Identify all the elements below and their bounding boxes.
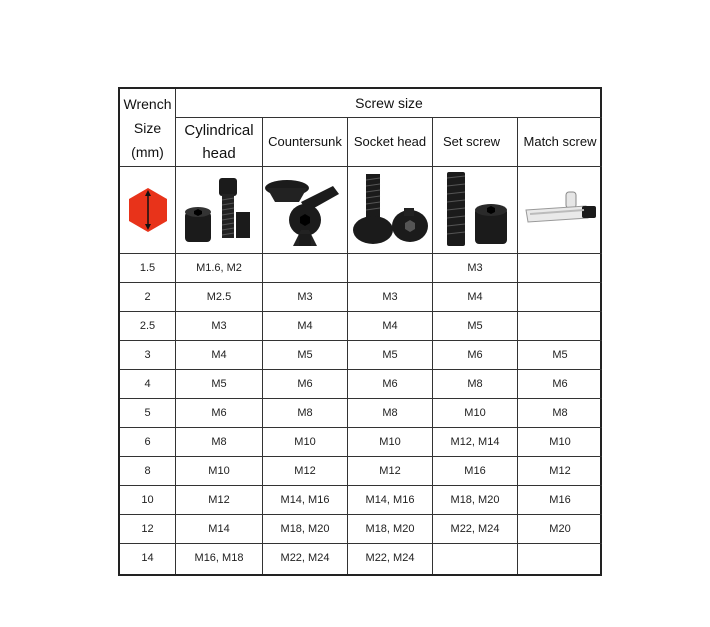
screw-size-cell: M8 xyxy=(552,407,568,419)
screw-size-cell: M8 xyxy=(211,436,227,448)
screw-size-cell: M4 xyxy=(467,291,483,303)
screw-size-cell: M16 xyxy=(464,465,486,477)
match-screw-icon xyxy=(518,167,602,253)
wrench-size-cell: 1.5 xyxy=(139,262,156,274)
screw-size-cell: M6 xyxy=(467,349,483,361)
screw-size-cell: M16, M18 xyxy=(194,552,244,564)
screw-size-cell: M3 xyxy=(467,262,483,274)
screw-size-table xyxy=(118,87,602,576)
screw-size-cell: M3 xyxy=(211,320,227,332)
screw-size-cell: M3 xyxy=(382,291,398,303)
countersunk-screw-icon xyxy=(263,167,347,253)
screw-size-cell: M12 xyxy=(294,465,316,477)
screw-size-cell: M8 xyxy=(382,407,398,419)
wrench-size-cell: 2.5 xyxy=(139,320,156,332)
screw-size-cell: M8 xyxy=(297,407,313,419)
socket-head-screw-icon xyxy=(348,167,432,253)
column-header-countersunk: Countersunk xyxy=(268,134,342,149)
screw-size-cell: M14 xyxy=(208,523,230,535)
wrench-size-cell: 14 xyxy=(141,552,154,564)
screw-size-cell: M5 xyxy=(552,349,568,361)
screw-size-cell: M22, M24 xyxy=(365,552,415,564)
screw-size-cell: M22, M24 xyxy=(280,552,330,564)
screw-size-cell: M5 xyxy=(382,349,398,361)
screw-size-cell xyxy=(348,254,432,282)
set-screw-icon xyxy=(433,167,517,253)
screw-size-header: Screw size xyxy=(355,95,423,111)
screw-size-cell: M22, M24 xyxy=(450,523,500,535)
screw-size-cell: M18, M20 xyxy=(450,494,500,506)
screw-size-cell: M20 xyxy=(549,523,571,535)
wrench-size-cell: 3 xyxy=(144,349,151,361)
screw-size-cell: M10 xyxy=(294,436,316,448)
wrench-size-header: Wrench Size (mm) xyxy=(123,95,172,160)
column-header-socket-head: Socket head xyxy=(353,134,427,149)
screw-size-cell: M10 xyxy=(549,436,571,448)
screw-size-cell: M4 xyxy=(297,320,313,332)
wrench-size-cell: 5 xyxy=(144,407,151,419)
screw-size-cell: M12 xyxy=(549,465,571,477)
screw-size-cell: M6 xyxy=(211,407,227,419)
screw-size-cell xyxy=(518,283,602,311)
screw-size-cell: M10 xyxy=(208,465,230,477)
screw-size-cell xyxy=(518,312,602,340)
screw-size-cell xyxy=(263,254,347,282)
red-hexagon-wrench-icon xyxy=(120,167,175,253)
screw-size-cell: M6 xyxy=(552,378,568,390)
column-header-set-screw: Set screw xyxy=(443,134,501,149)
screw-size-cell: M2.5 xyxy=(206,291,232,303)
column-header-match-screw: Match screw xyxy=(523,134,597,149)
screw-size-cell: M5 xyxy=(467,320,483,332)
screw-size-cell: M12 xyxy=(379,465,401,477)
wrench-size-cell: 8 xyxy=(144,465,151,477)
screw-size-cell: M14, M16 xyxy=(280,494,330,506)
screw-size-cell: M1.6, M2 xyxy=(196,262,242,274)
cylindrical-head-screw-icon xyxy=(176,167,262,253)
screw-size-cell: M5 xyxy=(211,378,227,390)
screw-size-cell xyxy=(433,544,517,572)
screw-size-cell: M10 xyxy=(464,407,486,419)
screw-size-cell xyxy=(518,544,602,572)
screw-size-cell: M5 xyxy=(297,349,313,361)
column-header-cylindrical: Cylindrical head xyxy=(184,122,254,162)
screw-size-cell: M6 xyxy=(297,378,313,390)
wrench-size-cell: 12 xyxy=(141,523,154,535)
screw-size-cell: M16 xyxy=(549,494,571,506)
screw-size-cell: M4 xyxy=(382,320,398,332)
screw-size-cell: M18, M20 xyxy=(280,523,330,535)
screw-size-cell: M12 xyxy=(208,494,230,506)
wrench-size-cell: 2 xyxy=(144,291,151,303)
screw-size-cell: M14, M16 xyxy=(365,494,415,506)
screw-size-cell: M12, M14 xyxy=(450,436,500,448)
screw-size-cell: M10 xyxy=(379,436,401,448)
screw-size-cell xyxy=(518,254,602,282)
screw-size-cell: M6 xyxy=(382,378,398,390)
screw-size-cell: M18, M20 xyxy=(365,523,415,535)
screw-size-cell: M8 xyxy=(467,378,483,390)
screw-size-cell: M4 xyxy=(211,349,227,361)
wrench-size-cell: 6 xyxy=(144,436,151,448)
screw-size-cell: M3 xyxy=(297,291,313,303)
wrench-size-cell: 10 xyxy=(141,494,154,506)
wrench-size-cell: 4 xyxy=(144,378,151,390)
